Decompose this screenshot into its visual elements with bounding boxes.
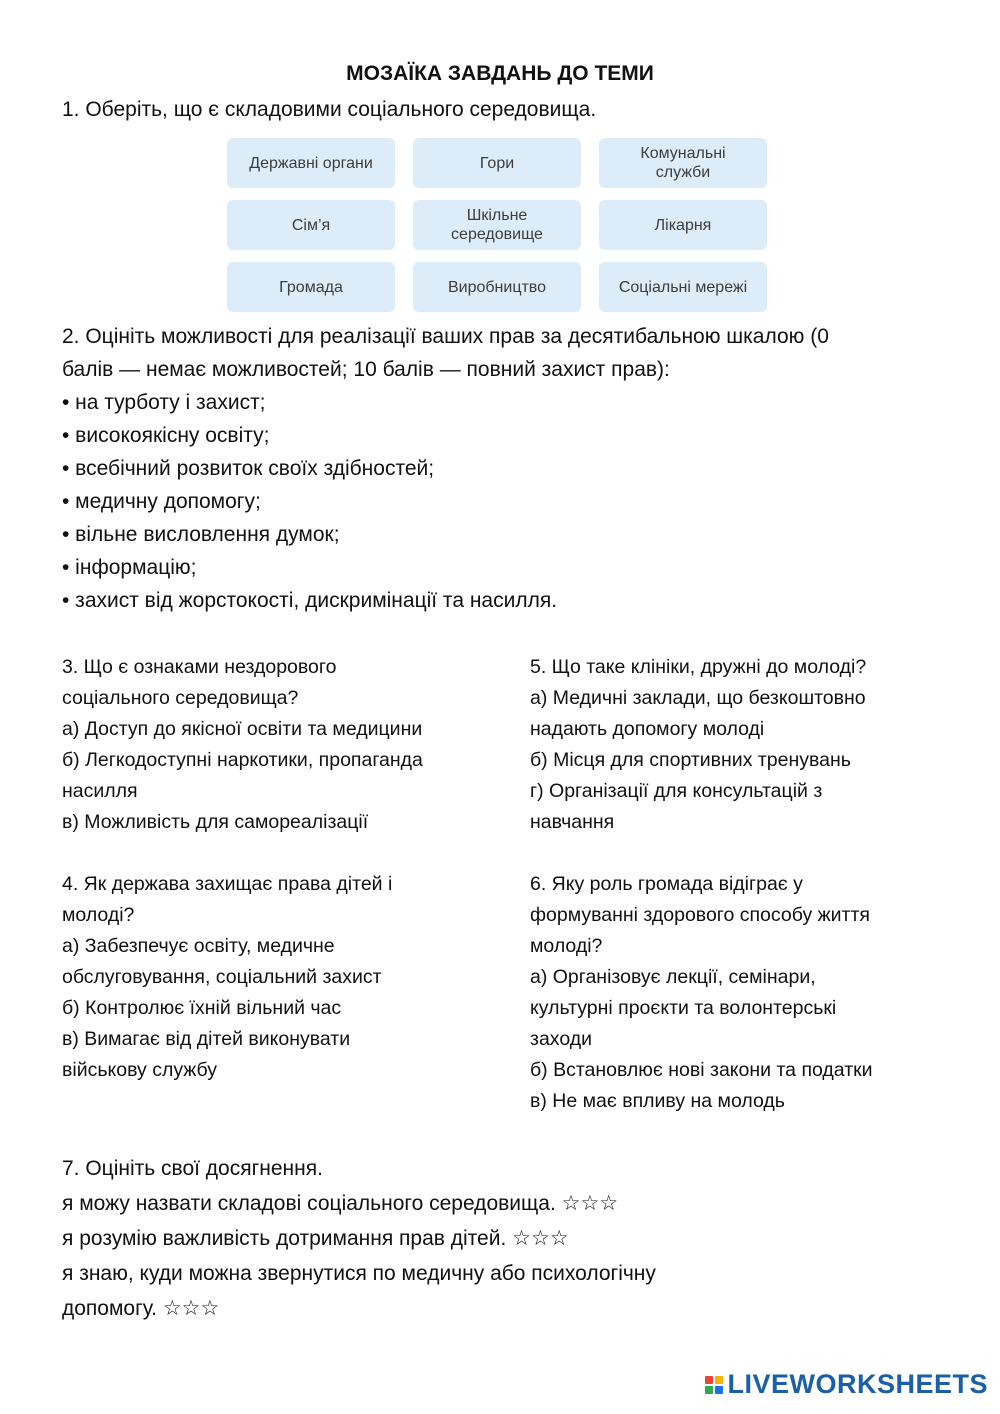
question-2-bullet: • медичну допомогу; xyxy=(62,490,261,513)
logo-square-icon xyxy=(715,1386,723,1394)
question-5-prompt: 5. Що таке клініки, дружні до молоді? xyxy=(530,656,867,678)
question-3 xyxy=(62,652,502,838)
self-assessment-3[interactable]: я знаю, куди можна звернутися по медичну або психологічну xyxy=(62,1262,656,1285)
question-2-bullet: • всебічний розвиток своїх здібностей; xyxy=(62,457,435,480)
self-assessment-3[interactable]: допомогу. ☆☆☆ xyxy=(62,1297,220,1320)
question-2-bullet: • високоякісну освіту; xyxy=(62,424,270,447)
question-2-line: балів — немає можливостей; 10 балів — повний захист прав): xyxy=(62,358,670,381)
question-2-bullet: • на турботу і захист; xyxy=(62,391,266,414)
question-4-prompt: молоді? xyxy=(62,904,135,926)
question-6-option-c[interactable]: в) Не має впливу на молодь xyxy=(530,1090,785,1112)
question-6-prompt: 6. Яку роль громада відіграє у xyxy=(530,873,803,895)
logo-square-icon xyxy=(705,1376,713,1384)
self-assessment-1[interactable]: я можу назвати складові соціального середовища. ☆☆☆ xyxy=(62,1192,619,1215)
tile-utility-services[interactable]: Комунальні служби xyxy=(599,138,767,188)
page-title: МОЗАЇКА ЗАВДАНЬ ДО ТЕМИ xyxy=(346,62,654,85)
question-4 xyxy=(62,869,502,1086)
logo-mark-icon xyxy=(705,1376,723,1394)
question-2-bullet: • захист від жорстокості, дискримінації та насилля. xyxy=(62,589,558,612)
question-2-line: 2. Оцініть можливості для реалізації ваших прав за десятибальною шкалою (0 xyxy=(62,325,829,348)
question-5-option-a[interactable]: надають допомогу молоді xyxy=(530,718,765,740)
question-4-prompt: 4. Як держава захищає права дітей і xyxy=(62,873,393,895)
tile-social-networks[interactable]: Соціальні мережі xyxy=(599,262,767,312)
tile-grid xyxy=(227,138,772,312)
liveworksheets-logo xyxy=(705,1369,988,1400)
question-6-option-b[interactable]: б) Встановлює нові закони та податки xyxy=(530,1059,873,1081)
question-7 xyxy=(62,1151,962,1326)
question-4-option-a[interactable]: а) Забезпечує освіту, медичне xyxy=(62,935,335,957)
question-6-option-a[interactable]: культурні проєкти та волонтерські xyxy=(530,997,837,1019)
question-5-option-b[interactable]: б) Місця для спортивних тренувань xyxy=(530,749,851,771)
logo-square-icon xyxy=(715,1376,723,1384)
question-5-option-a[interactable]: а) Медичні заклади, що безкоштовно xyxy=(530,687,866,709)
question-3-prompt: соціального середовища? xyxy=(62,687,299,709)
question-7-prompt: 7. Оцініть свої досягнення. xyxy=(62,1157,323,1180)
right-column xyxy=(530,652,970,1148)
question-3-option-b[interactable]: насилля xyxy=(62,780,138,802)
question-1: 1. Оберіть, що є складовими соціального середовища. xyxy=(62,98,597,121)
tile-family[interactable]: Сім’я xyxy=(227,200,395,250)
logo-text: LIVEWORKSHEETS xyxy=(727,1369,988,1399)
question-2-bullet: • вільне висловлення думок; xyxy=(62,523,340,546)
question-4-option-c[interactable]: в) Вимагає від дітей виконувати xyxy=(62,1028,351,1050)
question-3-prompt: 3. Що є ознаками нездорового xyxy=(62,656,337,678)
tile-state-bodies[interactable]: Державні органи xyxy=(227,138,395,188)
question-5 xyxy=(530,652,970,838)
question-6-option-a[interactable]: а) Організовує лекції, семінари, xyxy=(530,966,816,988)
self-assessment-2[interactable]: я розумію важливість дотримання прав дітей. ☆☆☆ xyxy=(62,1227,569,1250)
question-6 xyxy=(530,869,970,1117)
tile-mountains[interactable]: Гори xyxy=(413,138,581,188)
question-6-prompt: молоді? xyxy=(530,935,603,957)
question-5-option-g[interactable]: г) Організації для консультацій з xyxy=(530,780,823,802)
question-6-prompt: формуванні здорового способу життя xyxy=(530,904,870,926)
question-4-option-a[interactable]: обслуговування, соціальний захист xyxy=(62,966,382,988)
question-2 xyxy=(62,320,962,617)
question-5-option-g[interactable]: навчання xyxy=(530,811,615,833)
tile-community[interactable]: Громада xyxy=(227,262,395,312)
question-3-option-b[interactable]: б) Легкодоступні наркотики, пропаганда xyxy=(62,749,423,771)
question-3-option-a[interactable]: а) Доступ до якісної освіти та медицини xyxy=(62,718,423,740)
tile-production[interactable]: Виробництво xyxy=(413,262,581,312)
question-6-option-a[interactable]: заходи xyxy=(530,1028,593,1050)
question-3-option-c[interactable]: в) Можливість для самореалізації xyxy=(62,811,369,833)
tile-hospital[interactable]: Лікарня xyxy=(599,200,767,250)
logo-square-icon xyxy=(705,1386,713,1394)
tile-school-environment[interactable]: Шкільне середовище xyxy=(413,200,581,250)
question-4-option-b[interactable]: б) Контролює їхній вільний час xyxy=(62,997,342,1019)
left-column xyxy=(62,652,502,1117)
question-2-bullet: • інформацію; xyxy=(62,556,197,579)
question-4-option-c[interactable]: військову службу xyxy=(62,1059,218,1081)
